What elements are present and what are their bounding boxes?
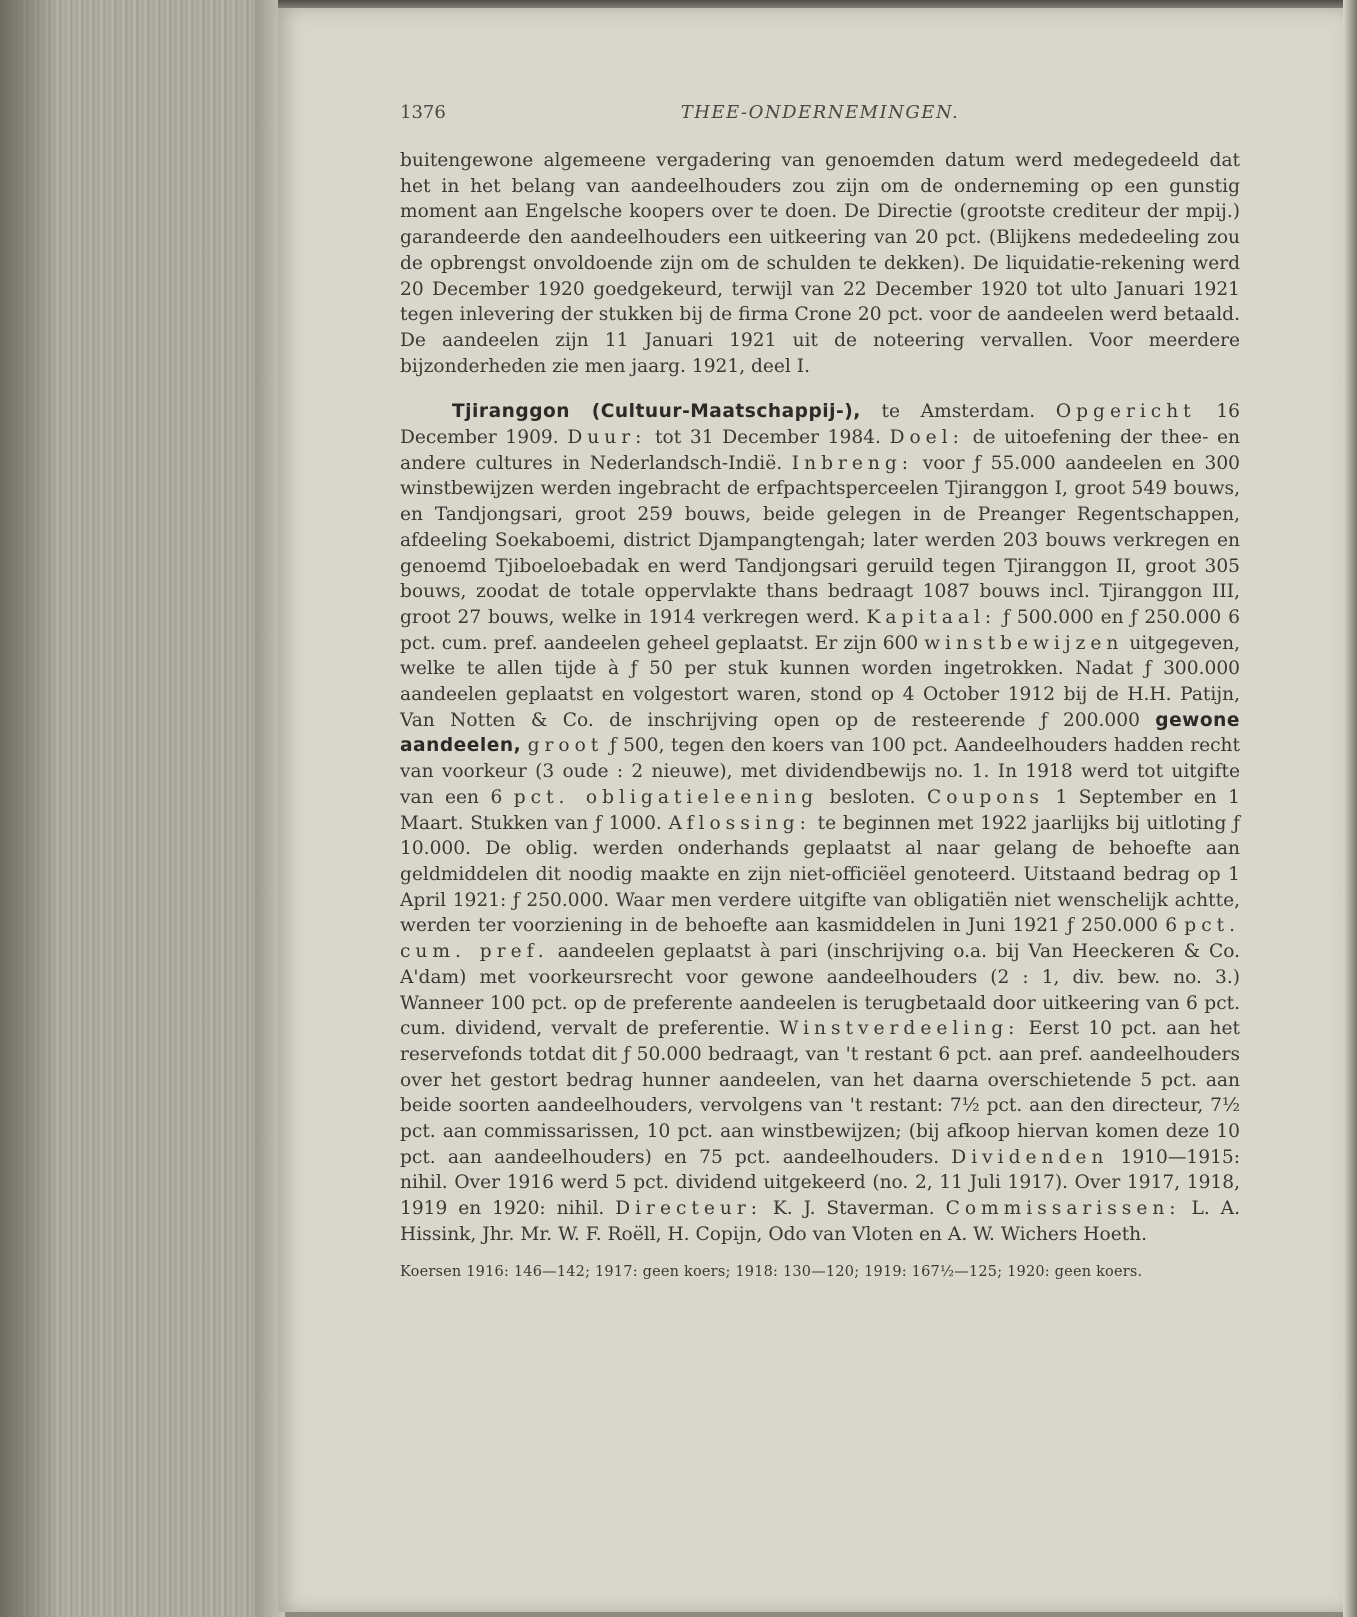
- label-groot: groot: [527, 735, 604, 757]
- label-pct-obligatieleening: pct. obligatieleening: [513, 786, 819, 808]
- coupons-text: 1 September en 1 Maart. Stukken van ƒ 1000.: [400, 786, 1241, 834]
- company-entry: [400, 399, 1240, 1247]
- directeur-text: K. J. Staverman.: [761, 1198, 946, 1220]
- label-coupons: Coupons: [926, 786, 1044, 808]
- book-edge-shadow: [0, 0, 60, 1617]
- running-title: THEE-ONDERNEMINGEN.: [680, 102, 960, 123]
- label-winstverdeeling: Winstverdeeling:: [779, 1018, 1020, 1040]
- page-content: [400, 100, 1240, 1282]
- company-name: Tjiranggon (Cultuur-Maatschappij-),: [452, 401, 861, 423]
- label-commissarissen: Commissarissen:: [945, 1198, 1181, 1220]
- page-number: 1376: [400, 102, 446, 123]
- duur-text: tot 31 December 1984.: [646, 427, 890, 449]
- label-doel: Doel:: [889, 427, 964, 449]
- label-duur: Duur:: [567, 427, 647, 449]
- label-winstbewijzen: winstbewijzen: [924, 632, 1124, 654]
- commissarissen-text: L. A. Hissink, Jhr. Mr. W. F. Roëll, H. Copijn, Odo van Vloten en A. W. Wichers Hoeth.: [400, 1198, 1240, 1245]
- page-header: [400, 100, 1240, 126]
- doel-text: de uitoefening der thee- en andere cultures in Nederlandsch-Indië.: [400, 427, 1241, 474]
- winstverdeeling-text: Eerst 10 pct. aan het reservefonds totdat dit ƒ 50.000 bedraagt, van 't restant 6 pct. aan pref. aandeelhouders over het gestort bedrag hunner aandeelen, van het daarna overschietende 5 pct. aan beide soorten aandeelhouders, vervolgens van 't restant: 7½ pct. aan den directeur, 7½ pct. aan commissarissen, 10 pct. aan winstbewijzen; (bij afkoop hiervan komen deze 10 pct. aan aandeelhouders) en 75 pct. aandeelhouders.: [400, 1018, 1240, 1168]
- label-kapitaal: Kapitaal:: [866, 606, 997, 628]
- right-page-edge: [1343, 0, 1357, 1617]
- winstbewijzen-text: uitgegeven, welke te allen tijde à ƒ 50 per stuk kunnen worden ingetrokken. Nadat ƒ 300.000 aandeelen geplaatst en volgestort waren, stond op 4 October 1912 bij de H.H. Patijn, Van Notten & Co. de inschrijving open op de resteerende ƒ 200.000: [400, 632, 1240, 731]
- dividenden-text: 1910—1915: nihil. Over 1916 werd 5 pct. dividend uitgekeerd (no. 2, 11 Juli 1917). Over 1917, 1918, 1919 en 1920: nihil.: [400, 1146, 1240, 1220]
- courses-line: Koersen 1916: 146—142; 1917: geen koers; 1918: 130—120; 1919: 167½—125; 1920: geen koers.: [400, 1263, 1143, 1280]
- label-directeur: Directeur:: [615, 1198, 762, 1220]
- label-aflossing: Aflossing:: [668, 812, 811, 834]
- intro-paragraph: buitengewone algemeene vergadering van genoemden datum werd medegedeeld dat het in het belang van aandeelhouders zou zijn om de onderneming op een gunstig moment aan Engelsche koopers over te doen. De Directie (grootste crediteur der mpij.) garandeerde den aandeelhouders een uitkeering van 20 pct. (Blijkens mededeeling zou de opbrengst onvoldoende zijn om de schulden te dekken). De liquidatie-rekening werd 20 December 1920 goedgekeurd, terwijl van 22 December 1920 tot ulto Januari 1921 tegen inlevering der stukken bij de firma Crone 20 pct. voor de aandeelen werd betaald. De aandeelen zijn 11 Januari 1921 uit de noteering vervallen. Voor meerdere bijzonderheden zie men jaarg. 1921, deel I.: [400, 150, 1240, 377]
- kapitaal-text: ƒ 500.000 en ƒ 250.000 6 pct. cum. pref. aandeelen geheel geplaatst. Er zijn 600: [400, 606, 1240, 654]
- opgericht-text: 16 December 1909.: [400, 401, 1241, 449]
- aflossing-text: te beginnen met 1922 jaarlijks bij uitloting ƒ 10.000. De oblig. werden onderhands geplaatst al naar gelang de behoefte aan geldmiddelen dit noodig maakte en zijn niet-officiëel genoteerd. Uitstaand bedrag op 1 April 1921: ƒ 250.000. Waar men verdere uitgifte van obligatiën niet wenschelijk achtte, werden ter voorziening in de behoefte aan kasmiddelen in Juni 1921 ƒ 250.000 6: [400, 812, 1240, 937]
- pref-text: aandeelen geplaatst à pari (inschrijving o.a. bij Van Heeckeren & Co. A'dam) met voorkeursrecht voor gewone aandeelhouders (2 : 1, div. bew. no. 3.) Wanneer 100 pct. op de preferente aandeelen is terugbetaald door uitkeering van 6 pct. cum. dividend, vervalt de preferentie.: [400, 941, 1240, 1040]
- label-dividenden: Dividenden: [951, 1146, 1109, 1168]
- obligatie-text: besloten.: [818, 786, 927, 808]
- label-gewone-aandeelen: gewone aandeelen,: [400, 709, 1240, 757]
- label-pct-cum-pref: pct. cum. pref.: [400, 915, 1240, 963]
- company-location: te Amsterdam.: [860, 401, 1056, 423]
- label-inbreng: Inbreng:: [791, 452, 914, 474]
- label-opgericht: Opgericht: [1055, 401, 1196, 423]
- groot-text: ƒ 500, tegen den koers van 100 pct. Aandeelhouders hadden recht van voorkeur (3 oude : 2 nieuwe), met dividendbewijs no. 1. In 1918 werd tot uitgifte van een 6: [400, 735, 1240, 808]
- inbreng-text: voor ƒ 55.000 aandeelen en 300 winstbewijzen werden ingebracht de erfpachtsperceelen Tjiranggon I, groot 549 bouws, en Tandjongsari, groot 259 bouws, beide gelegen in de Preanger Regentschappen, afdeeling Soekaboemi, district Djampangtengah; later werden 203 bouws verkregen en genoemd Tjiboeloebadak en werd Tandjongsari geruild tegen Tjiranggon II, groot 305 bouws, zoodat de totale oppervlakte thans bedraagt 1087 bouws incl. Tjiranggon III, groot 27 bouws, welke in 1914 verkregen werd.: [400, 452, 1241, 628]
